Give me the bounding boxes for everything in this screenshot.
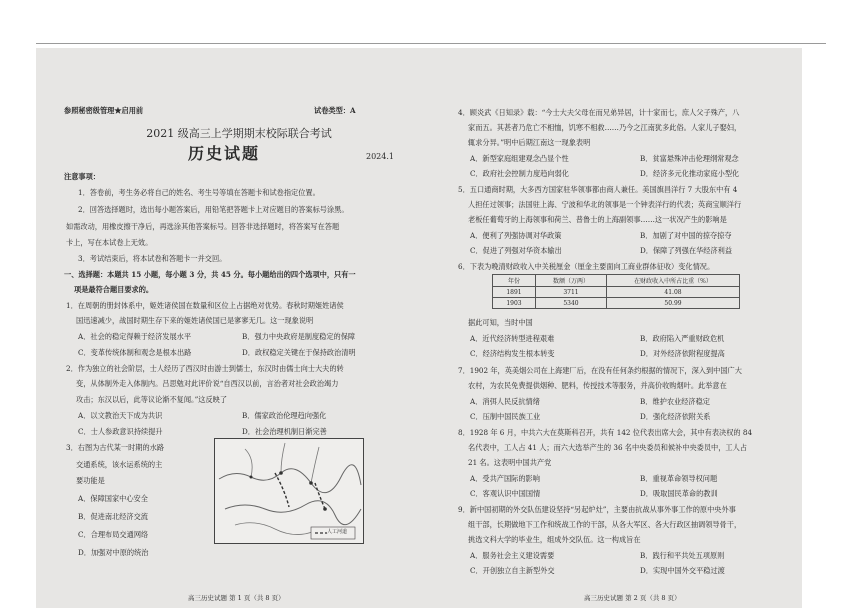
subject-title: 历史试题 xyxy=(188,144,261,163)
page-footer-right: 高三历史试题 第 2 页（共 8 页） xyxy=(584,594,681,602)
page-2 xyxy=(456,48,800,608)
q2-option-c: C．士人参政意识持续提升 xyxy=(78,427,163,436)
map-legend-label: 人工河道 xyxy=(327,529,348,535)
table-cell: 41.08 xyxy=(607,287,740,298)
table-header-row xyxy=(493,275,740,287)
q2-option-d: D．社会治理机制日渐完善 xyxy=(242,427,327,436)
q9-option-d: D．实现中国外交平稳过渡 xyxy=(640,566,725,575)
tariff-table xyxy=(492,274,740,309)
notice-item: 3．考试结束后，将本试卷和答题卡一并交回。 xyxy=(78,254,227,263)
q5-option-a: A．便利了列强协调对华政策 xyxy=(470,231,562,240)
q3-option-c: C．合理布局交通网络 xyxy=(78,530,149,539)
q9-stem: 挑选文科大学的毕业生，组成外交队伍。这一构成旨在 xyxy=(468,535,641,544)
q5-stem: 5．五口通商时期，大多西方国家驻华领事都由商人兼任。美国旗昌洋行 7 大股东中有 4 xyxy=(458,185,738,194)
q6-stem: 6．下表为晚清财政收入中关税厘金（厘金主要面向工商业群体征收）变化情况。 xyxy=(458,262,715,271)
scan-top-border xyxy=(36,43,826,44)
q4-stem: 家而五。其甚者乃危亡不相恤，饥寒不相救……乃今之江南犹多此俗。人家儿子娶妇， xyxy=(468,123,742,132)
q4-option-a: A．新型家庭组建观念凸显个性 xyxy=(470,154,569,163)
q6-stem: 据此可知，当时中国 xyxy=(468,318,533,327)
secret-label: 参照秘密级管理★启用前 xyxy=(64,106,144,115)
page-footer-left: 高三历史试题 第 1 页（共 8 页） xyxy=(188,594,285,602)
q3-stem: 3．右图为古代某一时期的水路 xyxy=(66,443,165,452)
q4-stem: 4．顾炎武《日知录》载：“今士大夫父母在而兄弟异居，计十家而七，庶人父子殊产，八 xyxy=(458,108,740,117)
q8-stem: 名代表中，工人占 41 人；而六大选举产生的 36 名中央委员和候补中央委员中，工人占 xyxy=(468,443,747,452)
q3-option-d: D．加强对中原的统治 xyxy=(78,548,149,557)
q1-stem: 国迅速减少，战国时期生存下来的姬姓诸侯国已是寥寥无几。这一现象说明 xyxy=(76,316,314,325)
table-row xyxy=(493,287,740,298)
q9-option-c: C．开创独立自主新型外交 xyxy=(470,566,555,575)
q3-option-a: A．保障国家中心安全 xyxy=(78,494,148,503)
waterway-map xyxy=(214,438,364,544)
exam-title: 2021 级高三上学期期末校际联合考试 xyxy=(146,127,332,140)
table-header: 数额（万两） xyxy=(536,275,607,287)
q9-stem: 组干部，长期做地下工作和统战工作的干部，从各大军区、各大行政区抽调领导骨干， xyxy=(468,520,742,529)
q3-option-b: B．促进南北经济交流 xyxy=(78,512,148,521)
exam-paper xyxy=(36,48,802,608)
q6-option-d: D．对外经济依附程度提高 xyxy=(640,349,725,358)
q1-stem: 1．在周朝的册封体系中，姬姓诸侯国在数量和区位上占据绝对优势。春秋时期姬姓诸侯 xyxy=(66,301,344,310)
q4-stem: 辄求分异。”明中后期江南这一现象表明 xyxy=(468,138,591,147)
q2-option-a: A．以文教治天下成为共识 xyxy=(78,411,163,420)
q8-option-d: D．吸取国民革命的教训 xyxy=(640,489,718,498)
exam-date: 2024.1 xyxy=(366,152,394,161)
table-cell: 5340 xyxy=(536,298,607,309)
q4-option-b: B．贫富悬殊冲击伦理纲常观念 xyxy=(640,154,739,163)
table-header: 在财政收入中所占比重（%） xyxy=(607,275,740,287)
q9-stem: 9．新中国初期的外交队伍建设坚持“另起炉灶”，主要由抗战从事外事工作的原中央外事 xyxy=(458,505,736,514)
q1-option-a: A．社会的稳定得赖于经济发展水平 xyxy=(78,332,192,341)
q4-option-d: D．经济多元化推动家庭小型化 xyxy=(640,169,740,178)
notice-heading: 注意事项： xyxy=(64,172,100,181)
q8-option-b: B．重视革命领导权问题 xyxy=(640,474,718,483)
notice-item: 1．答卷前，考生务必将自己的姓名、考生号等填在答题卡和试卷指定位置。 xyxy=(78,188,320,197)
notice-item: 卡上，写在本试卷上无效。 xyxy=(66,238,153,247)
q3-stem: 要功能是 xyxy=(76,476,105,485)
q2-stem: 2．作为独立的社会阶层，士人经历了西汉时由游士到儒士，东汉时由儒士向士大夫的转 xyxy=(66,364,344,373)
notice-item: 如需改动，用橡皮擦干净后，再选涂其他答案标号。回答非选择题时，将答案写在答题 xyxy=(66,222,340,231)
notice-item: 2．回答选择题时，选出每小题答案后，用铅笔把答题卡上对应题目的答案标号涂黑。 xyxy=(78,205,349,214)
q8-option-a: A．受共产国际的影响 xyxy=(470,474,540,483)
q5-option-b: B．加剧了对中国的掠夺掠夺 xyxy=(640,231,732,240)
section-heading-cont: 项是最符合题目要求的。 xyxy=(74,285,154,294)
table-cell: 3711 xyxy=(536,287,607,298)
page-1 xyxy=(64,48,404,608)
q7-option-b: B．维护农业经济稳定 xyxy=(640,397,710,406)
q5-option-c: C．促进了列强对华资本输出 xyxy=(470,246,562,255)
q5-stem: 老板任葡萄牙的上海领事和荷兰、普鲁士的上海副领事……这一状况产生的影响是 xyxy=(468,215,727,224)
q2-option-b: B．儒家政治伦理趋向强化 xyxy=(242,411,327,420)
q1-option-b: B．强力中央政府是制度稳定的保障 xyxy=(242,332,356,341)
q7-option-d: D．强化经济依附关系 xyxy=(640,412,711,421)
paper-type: 试卷类型：A xyxy=(314,106,356,115)
q6-option-c: C．经济结构发生根本转变 xyxy=(470,349,555,358)
q9-option-b: B．践行和平共处五项原则 xyxy=(640,551,725,560)
q6-option-a: A．近代经济转型进程艰难 xyxy=(470,334,555,343)
q8-option-c: C．客观认识中国国情 xyxy=(470,489,541,498)
q2-stem: 变，从体制外走入体制内。吕思勉对此评价说“自西汉以前，言治者对社会政治竭力 xyxy=(76,379,339,388)
q8-stem: 21 名。这表明中国共产党 xyxy=(468,458,552,467)
q7-option-c: C．压制中国民族工业 xyxy=(470,412,541,421)
q1-option-d: D．政权稳定关键在于保持政治清明 xyxy=(242,348,356,357)
q5-stem: 人担任过领事；法国驻上海、宁波和华北的领事是一个钟表洋行的代表；英商宝顺洋行 xyxy=(468,200,742,209)
q5-option-d: D．保障了列强在华经济利益 xyxy=(640,246,733,255)
table-cell: 1903 xyxy=(493,298,536,309)
table-cell: 50.99 xyxy=(607,298,740,309)
table-cell: 1891 xyxy=(493,287,536,298)
q8-stem: 8．1928 年 6 月，中共六大在莫斯科召开，共有 142 位代表出席大会，其中有表决权的 84 xyxy=(458,428,753,437)
q2-stem: 攻击；东汉以后，此等议论渐不复闻。”这反映了 xyxy=(76,395,228,404)
q6-option-b: B．政府陷入严重财政危机 xyxy=(640,334,725,343)
q3-stem: 交通系统，该水运系统的主 xyxy=(76,460,163,469)
q7-option-a: A．消弭人民反抗情绪 xyxy=(470,397,540,406)
table-row xyxy=(493,298,740,309)
q4-option-c: C．政府社会控制力度趋向弱化 xyxy=(470,169,569,178)
q7-stem: 农村，为农民免费提供烟种、肥料，传授技术等服务，并高价收购烟叶。此举意在 xyxy=(468,381,727,390)
table-header: 年份 xyxy=(493,275,536,287)
q7-stem: 7．1902 年，英美烟公司在上海建厂后，在没有任何条约根据的情况下，深入到中国广大 xyxy=(458,366,742,375)
q9-option-a: A．服务社会主义建设需要 xyxy=(470,551,555,560)
q1-option-c: C．变革传统体制和观念是根本出路 xyxy=(78,348,192,357)
section-heading: 一、选择题：本题共 15 小题，每小题 3 分，共 45 分。每小题给出的四个选项中，只有一 xyxy=(64,270,356,279)
